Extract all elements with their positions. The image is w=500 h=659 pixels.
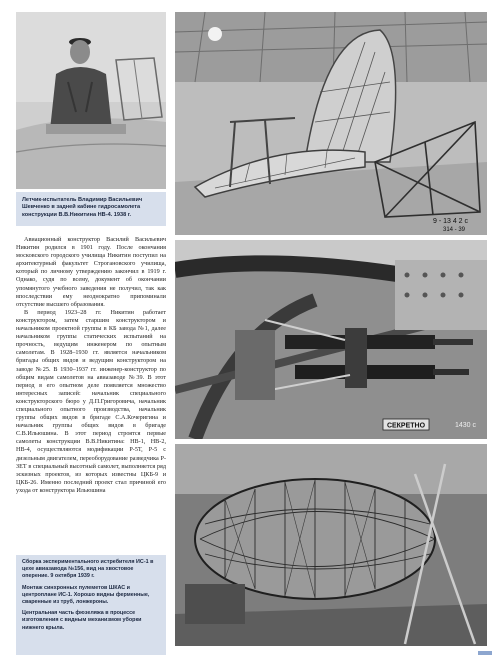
fuselage-center-caption: Центральная часть фюзеляжа в процессе изготовления с видным механизмом уборки нижнего крыла.: [22, 610, 142, 631]
guns-photo-code: 1430 с: [455, 422, 477, 429]
guns-mount-caption: Монтаж синхронных пулеметов ШКАС и центроплане ИС-1. Хорошо видны ферменные, сваренные из труб, лонжероны.: [22, 584, 150, 606]
pilot-photo-caption: Летчик-испытатель Владимир Васильевич Шевченко в задней кабине гидросамолета конструкции В.В.Никитина НВ-4. 1938 г.: [16, 192, 166, 226]
machine-guns-photo: [175, 240, 487, 439]
fuselage-center-photo: [175, 444, 487, 646]
article-paragraph: Авиационный конструктор Василий Васильевич Никитин родился в 1901 году. После окончания московского городского училища Никитин поступил на архитектурный факультет Строгановского училища, который по личному утверждению закончил в 1919 г. Однако, судя по всему, документ об окончании упомянутого учебного заведения не получил, так как впоследствии ему неоднократно припоминали отсутствие высшего образования.: [16, 236, 166, 308]
fuselage-photo-code: 9 - 13 4 2 с: [433, 218, 469, 225]
secret-stamp: СЕКРЕТНО: [386, 422, 426, 430]
fuselage-photo-code-2: 314 - 39: [443, 227, 466, 233]
fuselage-assembly-photo: [175, 12, 487, 235]
photo-captions-box: [16, 555, 166, 655]
article-body: [16, 236, 166, 551]
pilot-photo: [16, 12, 166, 189]
article-paragraph: В период 1923–28 гг. Никитин работает конструктором, затем старшим конструктором и начальником проектной группы в КБ завода №1, далее начальником группы статических испытаний на прочность, ведущим инженером по опытным самолетам. В 1928–1930 гг. является начальником бригады общих видов и ведущим конструктором на заводе №25. В 1930–1937 гг. инженер-конструктор по общим видам самолетов на авиазаводе №39. В этот период в его опытном деле появляется множество интересных записей: начальник специального конструкторского бюро у Д.П.Григоровича, начальник специального опытного производства, начальник группы общих видов в бригаде С.А.Кочеригина и начальник группы общих видов в бригаде С.В.Ильюшина. В этот период строятся первые самолеты конструкции В.В.Никитина: НВ-1, НВ-2, НВ-4, осуществляются модификации Р-5Т, Р-5 с дизельным двигателем, переоборудование разведчика Р-ЗЕТ в специальный высотный самолет, выполняется ряд эскизных проектов, из которых известны ЦКБ-9 и ЦКБ-26. Именно последний проект стал причиной его ухода от конструктора Ильюшина: [16, 308, 166, 494]
page-corner-mark: [478, 651, 492, 655]
fighter-mockup-caption: Сборка экспериментального истребителя ИС-1 в цехе авиазавода №156, вид на хвостовое оперение. 9 октября 1939 г.: [22, 559, 154, 580]
